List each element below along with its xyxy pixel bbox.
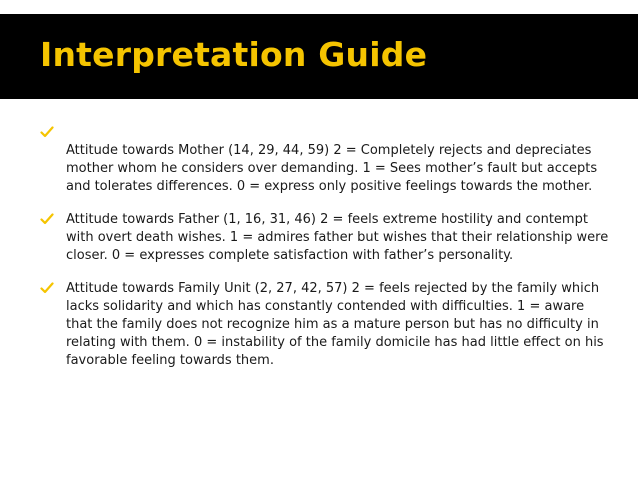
- check-icon: [40, 281, 54, 295]
- bullet-list: [40, 124, 610, 385]
- bullet-item-father: [40, 211, 610, 265]
- bullet-text: Attitude towards Father (1, 16, 31, 46) 2 = feels extreme hostility and contempt with overt death wishes. 1 = admires father but wishes that their relationship were closer. 0 = expresses complete satisfaction with father’s personality.: [66, 212, 609, 263]
- bullet-item-family-unit: [40, 280, 610, 370]
- slide-title: Interpretation Guide: [40, 35, 428, 74]
- bullet-text: Attitude towards Mother (14, 29, 44, 59) 2 = Completely rejects and depreciates mother whom he considers over demanding. 1 = Sees mother’s fault but accepts and tolerates differences. 0 = express only positive feelings towards the mother.: [66, 143, 598, 194]
- bullet-text: Attitude towards Family Unit (2, 27, 42, 57) 2 = feels rejected by the family which lacks solidarity and which has constantly contended with difficulties. 1 = aware that the family does not recognize him as a mature person but has no difficulty in relating with them. 0 = instability of the family domicile has had little effect on his favorable feeling towards them.: [66, 281, 604, 368]
- check-icon: [40, 125, 54, 139]
- title-bar: [0, 14, 638, 99]
- check-icon: [40, 212, 54, 226]
- bullet-item-mother: [40, 124, 610, 196]
